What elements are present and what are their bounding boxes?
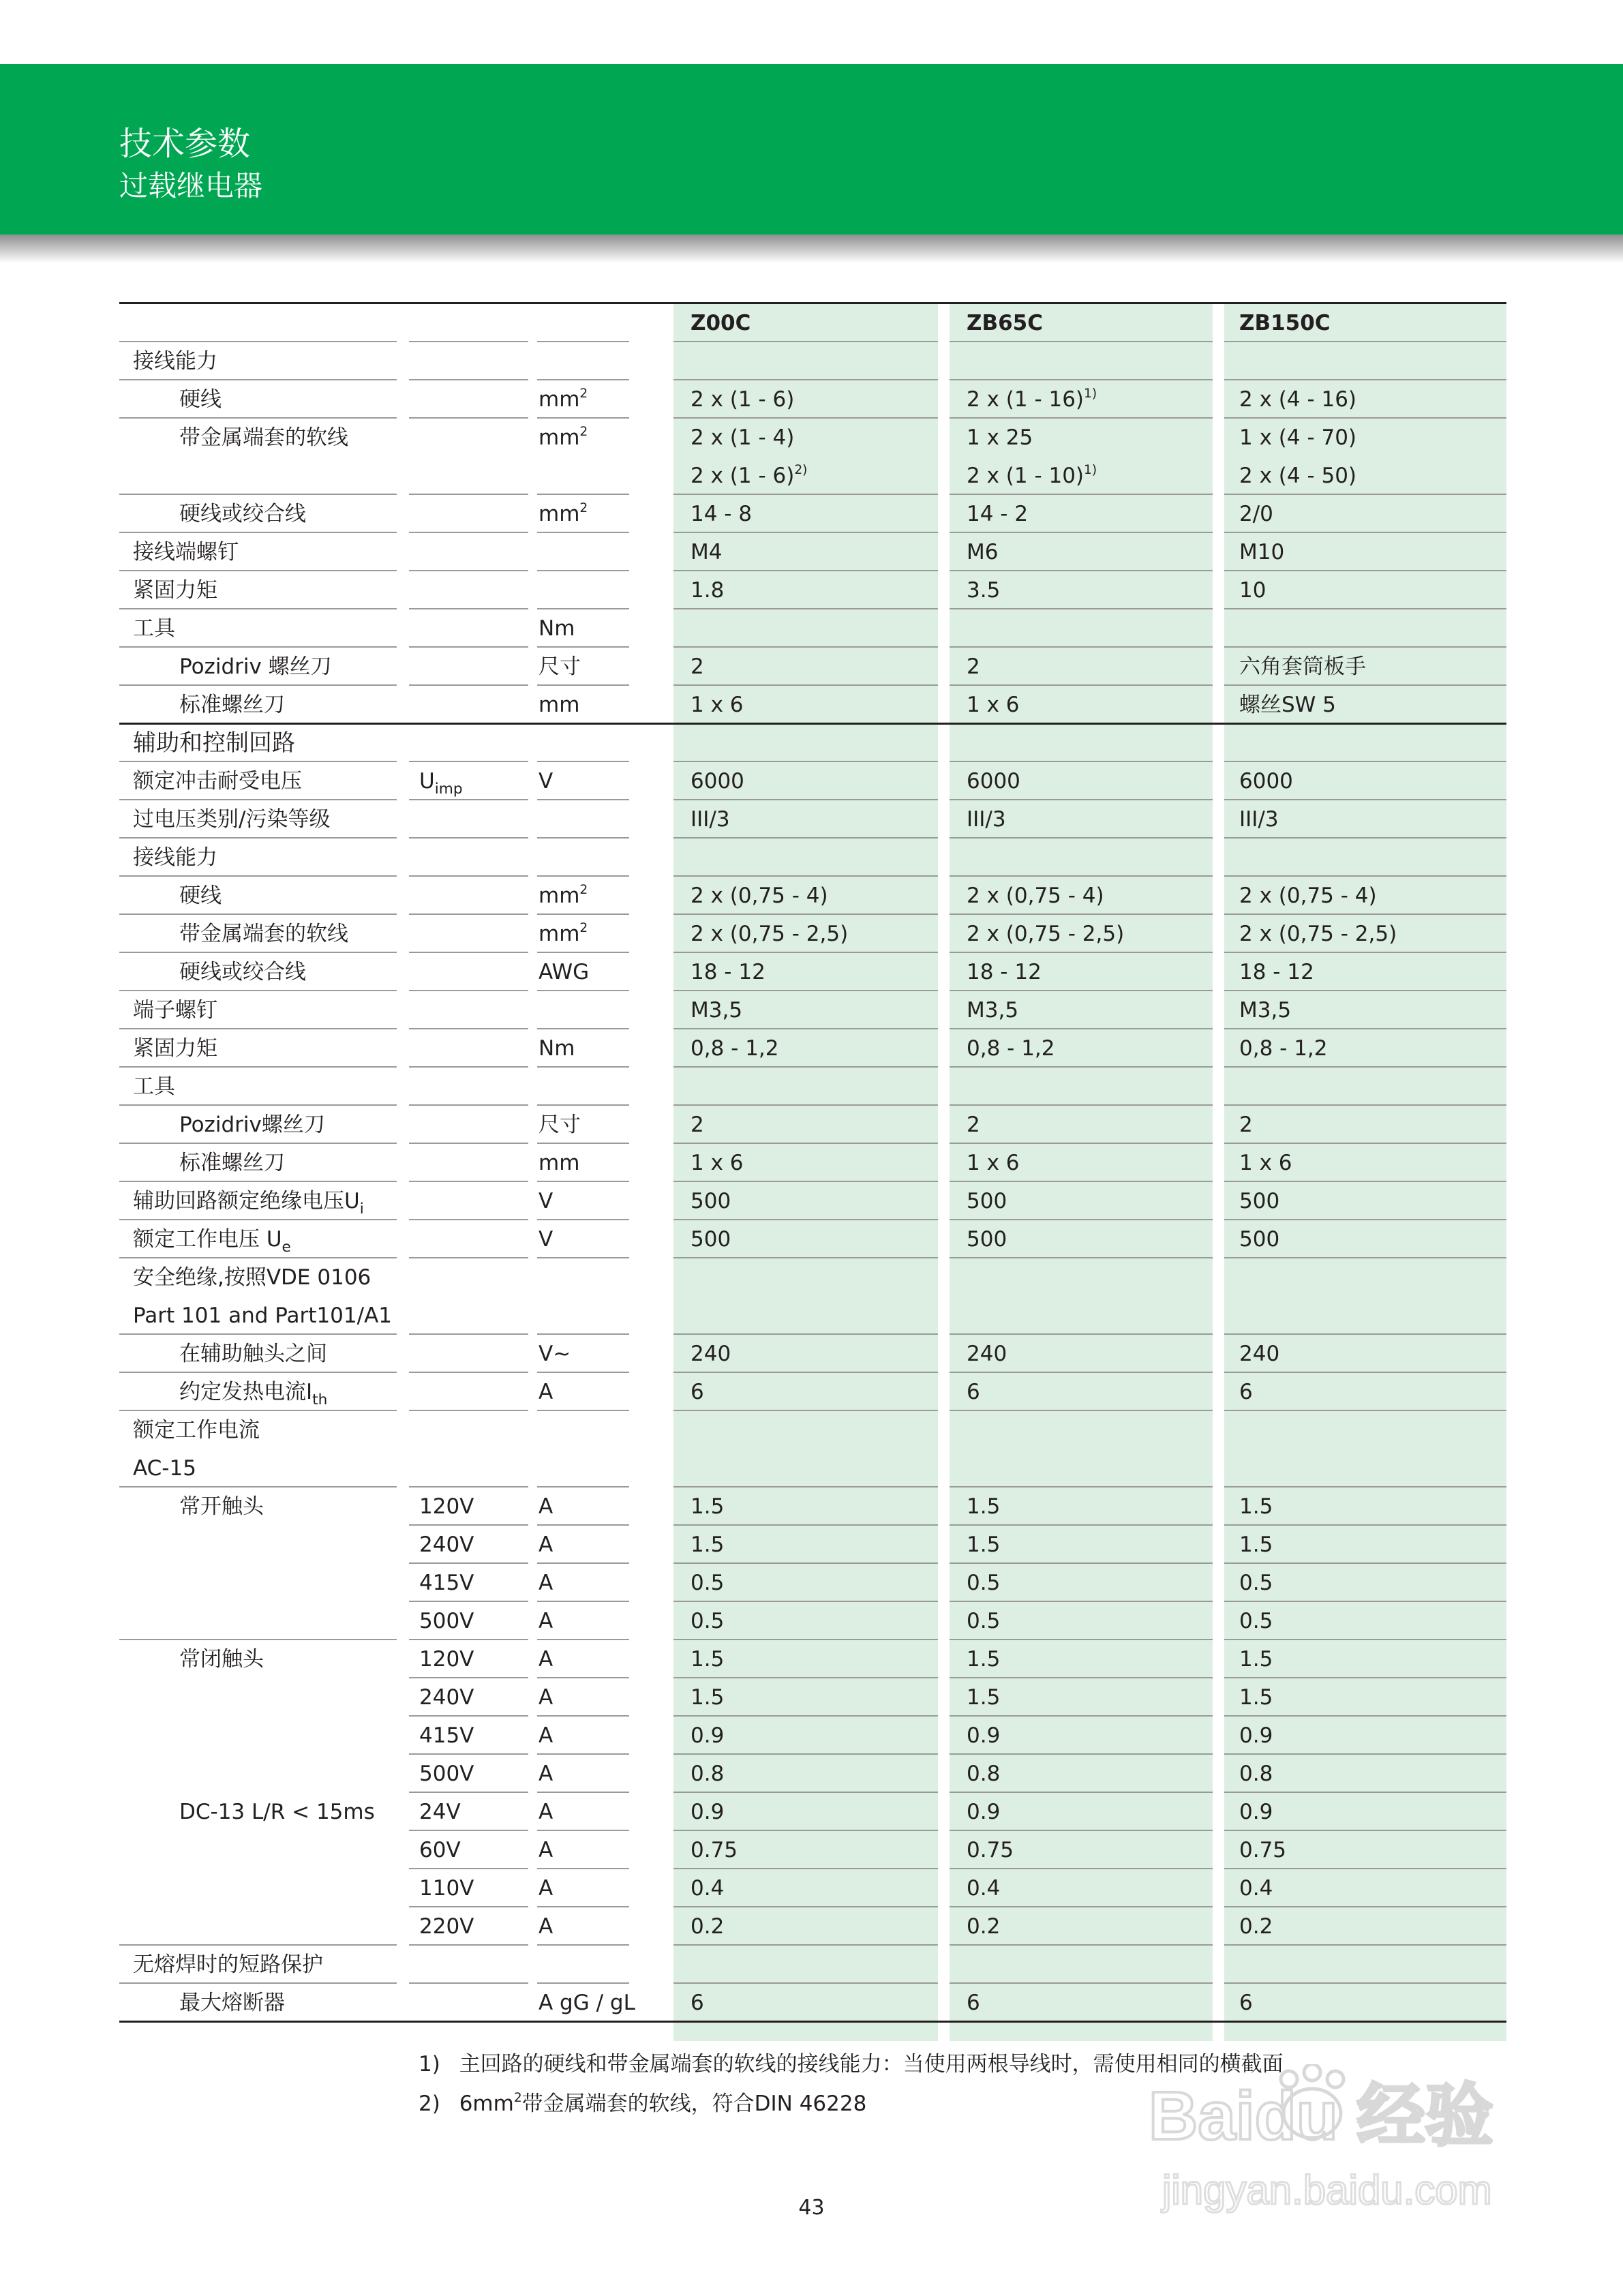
unit: V [539, 769, 553, 794]
table-row [119, 1144, 1506, 1182]
baidu-jingyan-watermark [1149, 2064, 1530, 2228]
zb65c-value: 0,8 - 1,2 [967, 1036, 1055, 1061]
table-row [119, 686, 1506, 724]
zb150c-value: 1.5 [1239, 1685, 1273, 1710]
unit: V [539, 1227, 553, 1252]
symbol: 120V [419, 1647, 474, 1672]
z00c-value: 6 [691, 1991, 704, 2015]
unit: Nm [539, 1036, 575, 1061]
unit: 尺寸 [539, 654, 581, 679]
footnote-number: 1) [419, 2052, 440, 2076]
unit: $mm^2$ [539, 387, 588, 412]
table-row [119, 1411, 1506, 1449]
zb65c-value: 6000 [967, 769, 1020, 794]
zb150c-value: 0.2 [1239, 1914, 1273, 1939]
zb150c-value: M10 [1239, 540, 1285, 564]
z00c-value: 2 x (1 - 6)$^{2)}$ [691, 463, 808, 488]
zb150c-value: 2 [1239, 1113, 1253, 1137]
table-row [119, 1907, 1506, 1946]
zb150c-value: 2 x (0,75 - 4) [1239, 883, 1377, 908]
z00c-value: 0.75 [691, 1838, 738, 1862]
z00c-value: 1.5 [691, 1532, 725, 1557]
footnote-number: 2) [419, 2091, 440, 2116]
zb150c-value: 0.8 [1239, 1762, 1273, 1786]
zb150c-value: 1 x 6 [1239, 1151, 1292, 1175]
table-row [119, 1793, 1506, 1831]
zb150c-value: 0.5 [1239, 1609, 1273, 1633]
param-label: 无熔焊时的短路保护 [133, 1952, 323, 1977]
param-label: 最大熔断器 [179, 1991, 285, 2015]
param-label: 紧固力矩 [133, 1036, 217, 1061]
symbol: 24V [419, 1800, 461, 1824]
unit: Nm [539, 616, 575, 641]
z00c-value: 0.9 [691, 1723, 725, 1748]
unit: A [539, 1609, 553, 1633]
table-row [119, 1526, 1506, 1564]
param-label: 额定冲击耐受电压 [133, 769, 302, 794]
table-row [119, 342, 1506, 380]
param-label: 工具 [133, 616, 175, 641]
zb150c-value: 1 x (4 - 70) [1239, 425, 1357, 450]
unit: $mm^2$ [539, 921, 588, 946]
z00c-value: 2 x (0,75 - 2,5) [691, 922, 849, 946]
symbol: 240V [419, 1685, 474, 1710]
zb150c-value: 0.9 [1239, 1723, 1273, 1748]
table-row [119, 991, 1506, 1029]
z00c-value: M4 [691, 540, 723, 564]
unit: V~ [539, 1342, 571, 1366]
symbol: 220V [419, 1914, 474, 1939]
column-header: ZB65C [967, 311, 1043, 335]
section-rule [119, 2021, 1506, 2023]
unit: A [539, 1876, 553, 1901]
zb65c-value: 0.9 [967, 1723, 1001, 1748]
zb65c-value: 500 [967, 1227, 1007, 1252]
unit: A [539, 1762, 553, 1786]
symbol: $U_{imp}$ [419, 769, 463, 798]
param-label: 硬线或绞合线 [179, 960, 306, 984]
table-row [119, 495, 1506, 533]
zb65c-value: 2 [967, 654, 980, 679]
z00c-value: 2 x (1 - 4) [691, 425, 795, 450]
table-row [119, 1946, 1506, 1984]
param-label: 带金属端套的软线 [179, 425, 348, 450]
symbol: 500V [419, 1609, 474, 1633]
zb65c-value: 0.5 [967, 1571, 1001, 1595]
table-row [119, 1869, 1506, 1907]
table-row [119, 1755, 1506, 1793]
table-row [119, 1831, 1506, 1869]
zb150c-value: 0,8 - 1,2 [1239, 1036, 1328, 1061]
footnote-text: 主回路的硬线和带金属端套的软线的接线能力：当使用两根导线时，需使用相同的横截面 [459, 2052, 1284, 2076]
symbol: 110V [419, 1876, 474, 1901]
table-row [119, 1487, 1506, 1526]
param-label: 工具 [133, 1074, 175, 1099]
zb65c-value: 18 - 12 [967, 960, 1042, 984]
z00c-value: M3,5 [691, 998, 743, 1023]
z00c-value: 0.5 [691, 1609, 725, 1633]
unit: $mm^2$ [539, 883, 588, 908]
param-label: Pozidriv 螺丝刀 [179, 654, 332, 679]
unit: A [539, 1380, 553, 1404]
param-label: 常开触头 [179, 1494, 264, 1519]
symbol: 60V [419, 1838, 461, 1862]
unit: V [539, 1189, 553, 1213]
z00c-value: 2 [691, 654, 704, 679]
table-row [119, 839, 1506, 877]
z00c-value: 2 [691, 1113, 704, 1137]
zb150c-value: 10 [1239, 578, 1266, 603]
param-label: 常闭触头 [179, 1647, 264, 1672]
zb65c-value: M3,5 [967, 998, 1019, 1023]
table-row [119, 380, 1506, 419]
zb65c-value: 2 [967, 1113, 980, 1137]
zb65c-value: 240 [967, 1342, 1007, 1366]
zb150c-value: M3,5 [1239, 998, 1292, 1023]
param-label: 端子螺钉 [133, 998, 217, 1023]
unit: A [539, 1838, 553, 1862]
z00c-value: 2 x (0,75 - 4) [691, 883, 828, 908]
param-label: 带金属端套的软线 [179, 922, 348, 946]
zb65c-value: 2 x (0,75 - 2,5) [967, 922, 1125, 946]
param-label: 安全绝缘,按照VDE 0106 [133, 1265, 371, 1290]
zb150c-value: 0.5 [1239, 1571, 1273, 1595]
table-row [119, 1984, 1506, 2022]
zb150c-value: 0.4 [1239, 1876, 1273, 1901]
unit: A [539, 1800, 553, 1824]
table-row [119, 1182, 1506, 1220]
zb65c-value: 0.4 [967, 1876, 1001, 1901]
zb150c-value: 2 x (4 - 16) [1239, 387, 1357, 412]
zb65c-value: 1 x 6 [967, 1151, 1020, 1175]
zb65c-value: 2 x (0,75 - 4) [967, 883, 1104, 908]
page-subtitle: 过载继电器 [119, 169, 263, 202]
zb150c-value: 500 [1239, 1227, 1280, 1252]
zb65c-value: 0.2 [967, 1914, 1001, 1939]
zb150c-value: 2 x (0,75 - 2,5) [1239, 922, 1397, 946]
table-row [119, 800, 1506, 839]
z00c-value: 0.9 [691, 1800, 725, 1824]
z00c-value: 0.4 [691, 1876, 725, 1901]
zb65c-value: 1.5 [967, 1647, 1001, 1672]
param-label: Pozidriv螺丝刀 [179, 1113, 325, 1137]
zb65c-value: III/3 [967, 807, 1006, 832]
unit: $mm^2$ [539, 425, 588, 450]
zb65c-value: 1.5 [967, 1494, 1001, 1519]
z00c-value: 14 - 8 [691, 502, 753, 526]
unit: AWG [539, 960, 590, 984]
table-row [119, 571, 1506, 609]
param-label: 约定发热电流$I_{th}$ [179, 1380, 328, 1408]
table-row [119, 609, 1506, 648]
unit: $mm^2$ [539, 501, 588, 526]
z00c-value: 0.2 [691, 1914, 725, 1939]
zb150c-value: 0.75 [1239, 1838, 1287, 1862]
zb65c-value: 6 [967, 1380, 980, 1404]
table-row [119, 1449, 1506, 1487]
watermark-logo: Baidu 经验 [1149, 2078, 1493, 2154]
table-row [119, 724, 1506, 762]
z00c-value: 1.5 [691, 1647, 725, 1672]
table-row [119, 1335, 1506, 1373]
z00c-value: III/3 [691, 807, 730, 832]
z00c-value: 1.8 [691, 578, 725, 603]
param-label: Part 101 and Part101/A1 [133, 1303, 392, 1328]
table-row [119, 1029, 1506, 1068]
column-header: Z00C [691, 311, 751, 335]
table-row [119, 1678, 1506, 1717]
table-row [119, 533, 1506, 571]
param-label: 辅助回路额定绝缘电压$U_i$ [133, 1189, 364, 1218]
zb150c-value: 18 - 12 [1239, 960, 1314, 984]
banner-shadow [0, 235, 1623, 263]
zb150c-value: III/3 [1239, 807, 1279, 832]
param-label: AC-15 [133, 1456, 196, 1481]
table-row [119, 1297, 1506, 1335]
unit: mm [539, 1151, 580, 1175]
table-row [119, 762, 1506, 800]
table-row [119, 1220, 1506, 1258]
z00c-value: 0.8 [691, 1762, 725, 1786]
table-row [119, 877, 1506, 915]
table-row [119, 419, 1506, 457]
param-label: 接线端螺钉 [133, 540, 239, 564]
zb65c-value: 2 x (1 - 16)$^{1)}$ [967, 387, 1097, 412]
zb65c-value: 1 x 6 [967, 693, 1020, 717]
param-label: 标准螺丝刀 [179, 693, 285, 717]
table-row [119, 1258, 1506, 1297]
param-label: 硬线 [179, 883, 222, 908]
section-rule [119, 723, 1506, 725]
table-row [119, 648, 1506, 686]
watermark-url: jingyan.baidu.com [1162, 2167, 1492, 2213]
unit: 尺寸 [539, 1113, 581, 1137]
z00c-value: 0.5 [691, 1571, 725, 1595]
zb150c-value: 1.5 [1239, 1494, 1273, 1519]
unit: A gG / gL [539, 1991, 635, 2015]
param-label: 接线能力 [133, 845, 217, 870]
zb150c-value: 6 [1239, 1380, 1253, 1404]
zb150c-value: 1.5 [1239, 1532, 1273, 1557]
z00c-value: 6 [691, 1380, 704, 1404]
zb150c-value: 0.9 [1239, 1800, 1273, 1824]
z00c-value: 18 - 12 [691, 960, 765, 984]
zb65c-value: 1.5 [967, 1532, 1001, 1557]
param-label: 标准螺丝刀 [179, 1151, 285, 1175]
zb65c-value: 14 - 2 [967, 502, 1029, 526]
zb150c-value: 螺丝SW 5 [1239, 693, 1336, 717]
zb150c-value: 2 x (4 - 50) [1239, 464, 1357, 488]
unit: A [539, 1532, 553, 1557]
table-row [119, 1068, 1506, 1106]
unit: A [539, 1914, 553, 1939]
param-label: 接线能力 [133, 349, 217, 374]
z00c-value: 1 x 6 [691, 1151, 744, 1175]
z00c-value: 6000 [691, 769, 744, 794]
zb150c-value: 500 [1239, 1189, 1280, 1213]
zb65c-value: 0.8 [967, 1762, 1001, 1786]
symbol: 415V [419, 1571, 474, 1595]
table-row [119, 1717, 1506, 1755]
zb150c-value: 6000 [1239, 769, 1293, 794]
table-row [119, 1106, 1506, 1144]
unit: mm [539, 693, 580, 717]
unit: A [539, 1723, 553, 1748]
param-label: 紧固力矩 [133, 578, 217, 603]
table-row [119, 457, 1506, 495]
param-label: 硬线或绞合线 [179, 502, 306, 526]
zb150c-value: 1.5 [1239, 1647, 1273, 1672]
z00c-value: 2 x (1 - 6) [691, 387, 795, 412]
zb65c-value: 3.5 [967, 578, 1001, 603]
table-row [119, 915, 1506, 953]
table-row [119, 1564, 1506, 1602]
z00c-value: 240 [691, 1342, 731, 1366]
footnote-text: $6mm^2$带金属端套的软线，符合DIN 46228 [459, 2091, 867, 2116]
symbol: 120V [419, 1494, 474, 1519]
z00c-value: 1 x 6 [691, 693, 744, 717]
unit: A [539, 1494, 553, 1519]
z00c-value: 0,8 - 1,2 [691, 1036, 779, 1061]
param-label: 辅助和控制回路 [133, 729, 295, 757]
zb65c-value: 6 [967, 1991, 980, 2015]
zb65c-value: 0.75 [967, 1838, 1014, 1862]
unit: A [539, 1647, 553, 1672]
footnote-2 [419, 2090, 866, 2117]
zb150c-value: 240 [1239, 1342, 1280, 1366]
zb65c-value: 0.5 [967, 1609, 1001, 1633]
param-label: 在辅助触头之间 [179, 1342, 327, 1366]
zb65c-value: 1 x 25 [967, 425, 1033, 450]
page-number: 43 [798, 2196, 825, 2220]
table-header-row [119, 304, 1506, 342]
zb65c-value: 0.9 [967, 1800, 1001, 1824]
zb150c-value: 六角套筒板手 [1239, 654, 1366, 679]
param-label: 过电压类别/污染等级 [133, 807, 331, 832]
z00c-value: 500 [691, 1227, 731, 1252]
unit: A [539, 1571, 553, 1595]
zb150c-value: 2/0 [1239, 502, 1273, 526]
z00c-value: 500 [691, 1189, 731, 1213]
symbol: 415V [419, 1723, 474, 1748]
param-label: 额定工作电压 $U_e$ [133, 1227, 291, 1256]
zb65c-value: M6 [967, 540, 999, 564]
page-title: 技术参数 [119, 125, 251, 163]
unit: A [539, 1685, 553, 1710]
table-row [119, 1373, 1506, 1411]
table-row [119, 1640, 1506, 1678]
zb65c-value: 2 x (1 - 10)$^{1)}$ [967, 463, 1097, 488]
param-label: 硬线 [179, 387, 222, 412]
symbol: 240V [419, 1532, 474, 1557]
param-label: DC-13 L/R < 15ms [179, 1800, 375, 1824]
table-row [119, 953, 1506, 991]
table-row [119, 1602, 1506, 1640]
z00c-value: 1.5 [691, 1494, 725, 1519]
zb150c-value: 6 [1239, 1991, 1253, 2015]
symbol: 500V [419, 1762, 474, 1786]
param-label: 额定工作电流 [133, 1418, 260, 1442]
zb65c-value: 500 [967, 1189, 1007, 1213]
z00c-value: 1.5 [691, 1685, 725, 1710]
zb65c-value: 1.5 [967, 1685, 1001, 1710]
column-header: ZB150C [1239, 311, 1331, 335]
